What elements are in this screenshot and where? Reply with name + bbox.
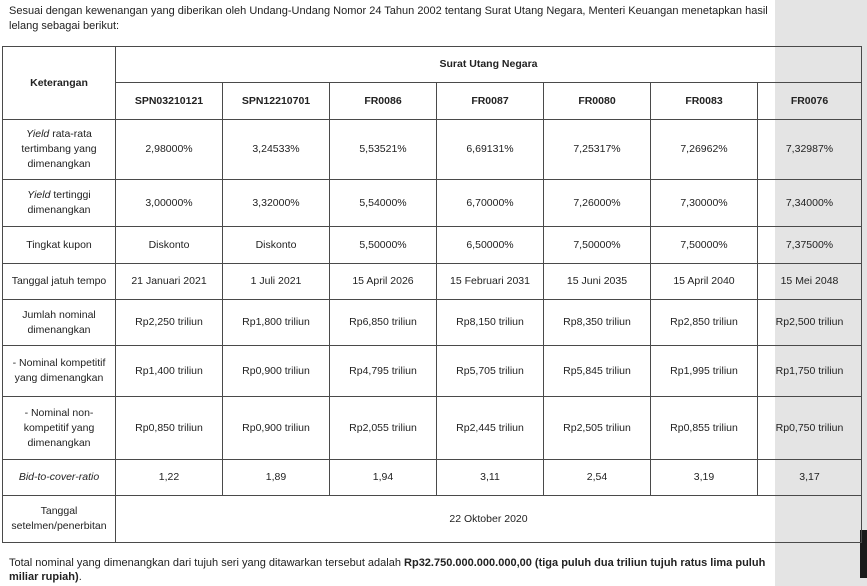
table-row-nominal-noncompetitive	[3, 397, 862, 460]
table-cell: Rp5,845 triliun	[544, 346, 651, 397]
table-cell: Rp6,850 triliun	[330, 300, 437, 346]
table-cell: Rp1,800 triliun	[223, 300, 330, 346]
table-cell: Rp4,795 triliun	[330, 346, 437, 397]
table-cell: 15 Februari 2031	[437, 264, 544, 300]
row-label: Yield rata-rata tertimbang yang dimenangkan	[3, 120, 116, 180]
table-cell: Rp0,855 triliun	[651, 397, 758, 460]
table-cell: 15 Mei 2048	[758, 264, 862, 300]
table-cell: 15 April 2026	[330, 264, 437, 300]
table-cell: 7,37500%	[758, 227, 862, 264]
table-cell: Rp0,900 triliun	[223, 397, 330, 460]
table-cell: 7,25317%	[544, 120, 651, 180]
row-label: Yield tertinggi dimenangkan	[3, 180, 116, 227]
row-label: - Nominal non-kompetitif yang dimenangkan	[3, 397, 116, 460]
table-cell: Diskonto	[116, 227, 223, 264]
table-cell: 3,24533%	[223, 120, 330, 180]
table-row-nominal-competitive	[3, 346, 862, 397]
table-cell: 7,34000%	[758, 180, 862, 227]
table-cell: Diskonto	[223, 227, 330, 264]
auction-results-table	[2, 46, 862, 543]
row-label: Tanggal jatuh tempo	[3, 264, 116, 300]
table-row-yield-avg	[3, 120, 862, 180]
table-cell: Rp8,150 triliun	[437, 300, 544, 346]
footer-summary: Total nominal yang dimenangkan dari tujuh seri yang ditawarkan tersebut adalah Rp32.750.000.000.000,00 (tiga puluh dua triliun tujuh ratus lima puluh miliar rupiah).	[9, 557, 766, 583]
table-cell: 3,32000%	[223, 180, 330, 227]
table-cell: 6,69131%	[437, 120, 544, 180]
table-cell: 1,89	[223, 460, 330, 496]
table-cell: 3,17	[758, 460, 862, 496]
table-row-yield-max	[3, 180, 862, 227]
table-cell: Rp2,850 triliun	[651, 300, 758, 346]
table-cell: 21 Januari 2021	[116, 264, 223, 300]
table-cell: 7,26000%	[544, 180, 651, 227]
table-cell: 1,22	[116, 460, 223, 496]
series-header: FR0087	[437, 83, 544, 120]
series-header: FR0083	[651, 83, 758, 120]
table-cell: Rp2,250 triliun	[116, 300, 223, 346]
table-cell: 2,54	[544, 460, 651, 496]
table-cell: Rp2,500 triliun	[758, 300, 862, 346]
table-cell: Rp1,400 triliun	[116, 346, 223, 397]
table-row-nominal-total	[3, 300, 862, 346]
table-cell: 5,50000%	[330, 227, 437, 264]
table-cell: 3,11	[437, 460, 544, 496]
table-cell: 15 April 2040	[651, 264, 758, 300]
table-cell: Rp0,750 triliun	[758, 397, 862, 460]
corner-header: Keterangan	[3, 47, 116, 120]
table-cell: 7,30000%	[651, 180, 758, 227]
table-cell: 7,32987%	[758, 120, 862, 180]
series-header: FR0086	[330, 83, 437, 120]
table-cell: 7,26962%	[651, 120, 758, 180]
table-cell: Rp8,350 triliun	[544, 300, 651, 346]
series-header: FR0076	[758, 83, 862, 120]
row-label: Tingkat kupon	[3, 227, 116, 264]
table-cell: 2,98000%	[116, 120, 223, 180]
table-cell: 3,00000%	[116, 180, 223, 227]
row-label: Bid-to-cover-ratio	[3, 460, 116, 496]
table-cell: Rp2,055 triliun	[330, 397, 437, 460]
table-cell: 5,53521%	[330, 120, 437, 180]
table-row-maturity	[3, 264, 862, 300]
table-cell: 6,50000%	[437, 227, 544, 264]
table-cell: 15 Juni 2035	[544, 264, 651, 300]
table-cell: Rp2,445 triliun	[437, 397, 544, 460]
table-cell: 1 Juli 2021	[223, 264, 330, 300]
table-cell: 1,94	[330, 460, 437, 496]
table-cell: Rp2,505 triliun	[544, 397, 651, 460]
row-label: - Nominal kompetitif yang dimenangkan	[3, 346, 116, 397]
intro-paragraph: Sesuai dengan kewenangan yang diberikan oleh Undang-Undang Nomor 24 Tahun 2002 tentang Surat Utang Negara, Menteri Keuangan menetapkan hasil lelang sebagai berikut:	[9, 5, 768, 32]
table-cell: Rp1,995 triliun	[651, 346, 758, 397]
table-row-bid-to-cover	[3, 460, 862, 496]
table-cell: 7,50000%	[651, 227, 758, 264]
row-label: Tanggal setelmen/penerbitan	[3, 496, 116, 543]
group-header: Surat Utang Negara	[116, 47, 862, 83]
series-header: SPN12210701	[223, 83, 330, 120]
table-cell: 3,19	[651, 460, 758, 496]
footer-total: Rp32.750.000.000.000,00 (tiga puluh dua triliun tujuh ratus lima puluh miliar rupiah)	[9, 557, 766, 583]
table-cell: 6,70000%	[437, 180, 544, 227]
table-cell: Rp0,900 triliun	[223, 346, 330, 397]
table-row-coupon	[3, 227, 862, 264]
series-header: SPN03210121	[116, 83, 223, 120]
table-cell: Rp0,850 triliun	[116, 397, 223, 460]
row-label: Jumlah nominal dimenangkan	[3, 300, 116, 346]
table-cell: Rp5,705 triliun	[437, 346, 544, 397]
table-cell: 7,50000%	[544, 227, 651, 264]
settlement-date: 22 Oktober 2020	[116, 496, 862, 543]
table-cell: 5,54000%	[330, 180, 437, 227]
table-cell: Rp1,750 triliun	[758, 346, 862, 397]
table-row-settlement	[3, 496, 862, 543]
series-header: FR0080	[544, 83, 651, 120]
